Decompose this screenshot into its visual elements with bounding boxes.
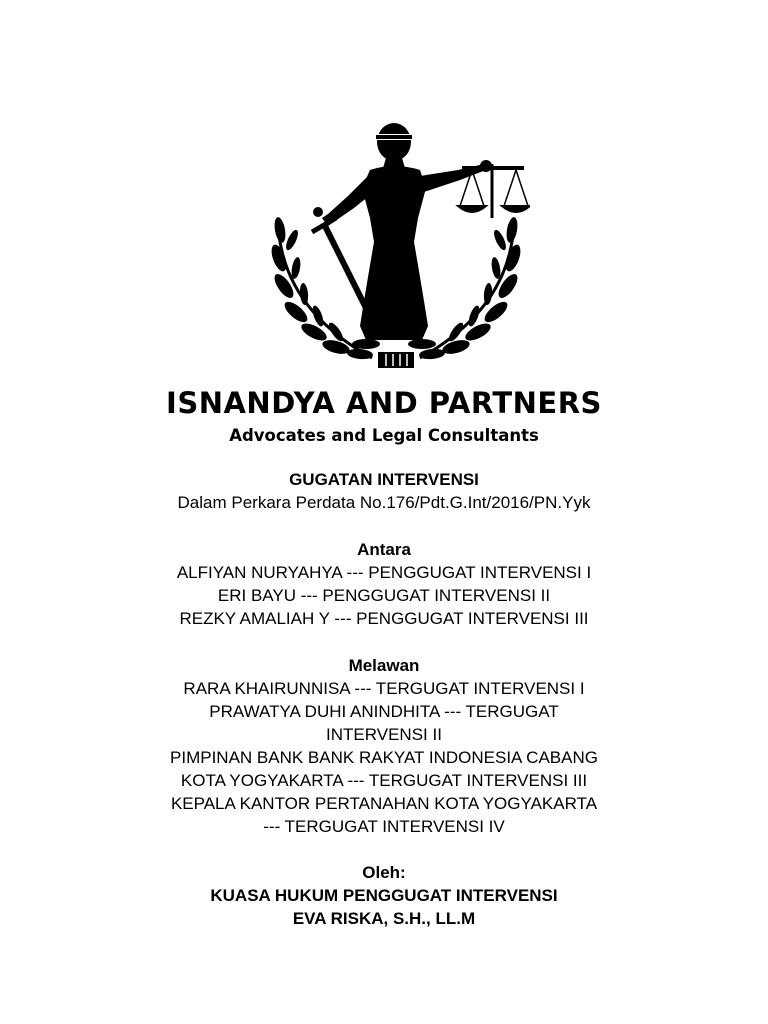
plaintiff-line: REZKY AMALIAH Y --- PENGGUGAT INTERVENSI III <box>179 609 589 628</box>
case-number: Dalam Perkara Perdata No.176/Pdt.G.Int/2016/PN.Yyk <box>177 493 591 512</box>
defendant-line: KEPALA KANTOR PERTANAHAN KOTA YOGYAKARTA <box>170 794 598 813</box>
melawan-heading: Melawan <box>348 656 420 675</box>
lady-justice-figure-icon <box>322 123 492 349</box>
defendant-line: RARA KHAIRUNNISA --- TERGUGAT INTERVENSI I <box>183 679 585 698</box>
defendant-line: INTERVENSI II <box>326 725 442 744</box>
antara-heading: Antara <box>357 540 411 559</box>
firm-name: ISNANDYA AND PARTNERS <box>166 386 602 420</box>
defendant-line: PIMPINAN BANK BANK RAKYAT INDONESIA CABANG <box>170 748 598 767</box>
oleh-heading: Oleh: <box>362 863 406 882</box>
document-title: GUGATAN INTERVENSI <box>289 470 479 489</box>
counsel-role: KUASA HUKUM PENGGUGAT INTERVENSI <box>210 886 558 905</box>
defendant-line: PRAWATYA DUHI ANINDHITA --- TERGUGAT <box>209 702 559 721</box>
lady-justice-emblem-icon <box>262 118 530 372</box>
firm-tagline: Advocates and Legal Consultants <box>229 426 539 445</box>
defendant-line: KOTA YOGYAKARTA --- TERGUGAT INTERVENSI III <box>180 771 588 790</box>
plaintiff-line: ALFIYAN NURYAHYA --- PENGGUGAT INTERVENSI I <box>176 563 592 582</box>
defendant-line: --- TERGUGAT INTERVENSI IV <box>263 817 505 836</box>
counsel-name: EVA RISKA, S.H., LL.M <box>292 909 476 928</box>
right-laurel-icon <box>419 216 524 360</box>
plaintiff-line: ERI BAYU --- PENGGUGAT INTERVENSI II <box>217 586 551 605</box>
